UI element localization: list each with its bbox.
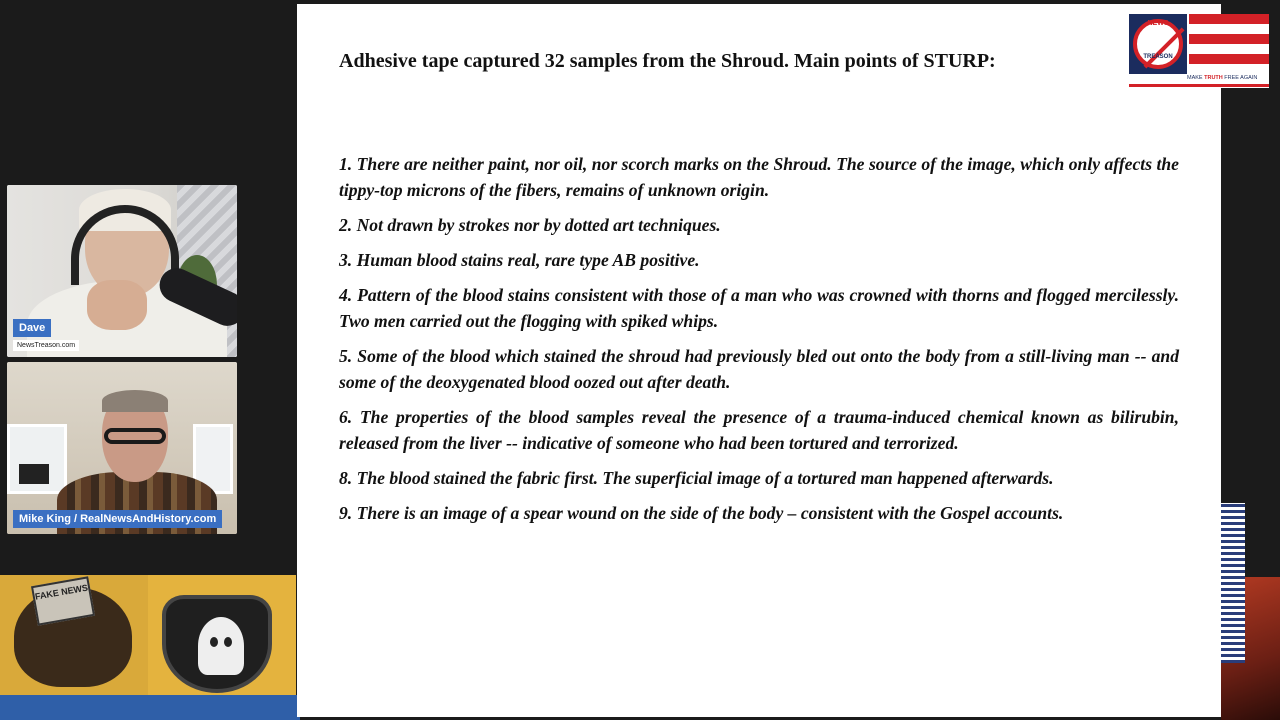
tagline-pre: MAKE: [1187, 75, 1205, 81]
tagline-highlight: TRUTH: [1204, 75, 1223, 81]
person-hair: [102, 390, 168, 412]
participant-site-tag: NewsTreason.com: [13, 340, 79, 351]
participant-name-tag: Dave: [13, 319, 51, 337]
ghost-eye: [224, 637, 232, 647]
logo-tagline: [1187, 75, 1269, 81]
eyeglasses: [104, 428, 166, 444]
ghost-icon: [198, 617, 244, 675]
person-hand: [87, 280, 147, 330]
slide-title: Adhesive tape captured 32 samples from the Shroud. Main points of STURP:: [339, 50, 996, 72]
camera-feed-dave: [7, 185, 237, 357]
participant-name-tag: Mike King / RealNewsAndHistory.com: [13, 510, 222, 528]
flag-stripe: [1189, 54, 1269, 64]
fake-news-box: FAKE NEWS: [31, 576, 95, 625]
shield-icon: [162, 595, 272, 693]
blue-banner: [0, 695, 300, 720]
slide-point: 5. Some of the blood which stained the shroud had previously bled out onto the body from a still-living man -- and some of the deoxygenated blood oozed out after death.: [339, 346, 1179, 392]
logo-news-text: NEWS: [1147, 20, 1169, 27]
flag-stripe: [1189, 34, 1269, 44]
slide-point: 6. The properties of the blood samples reveal the presence of a trauma-induced chemical known as bilirubin, released from the liver -- indicative of someone who had been tortured and terrorized.: [339, 407, 1179, 453]
slide-point: 9. There is an image of a spear wound on the side of the body – consistent with the Gospel accounts.: [339, 503, 1064, 523]
tagline-post: FREE AGAIN: [1222, 75, 1258, 81]
slide-point: 3. Human blood stains real, rare type AB positive.: [339, 250, 700, 270]
logo-underline: [1129, 84, 1269, 87]
ghost-shield-thumbnail: [148, 575, 296, 695]
qr-code-icon: [1220, 503, 1245, 663]
news-treason-logo: [1129, 14, 1269, 88]
slide-point: 8. The blood stained the fabric first. The superficial image of a tortured man happened afterwards.: [339, 468, 1054, 488]
slide-points-list: [339, 151, 1179, 535]
slide-point: 4. Pattern of the blood stains consistent with those of a man who was crowned with thorns and flogged mercilessly. Two men carried out the flogging with spiked whips.: [339, 285, 1179, 331]
camera-feed-mike: [7, 362, 237, 534]
flag-stripe: [1189, 14, 1269, 24]
logo-treason-text: TREASON: [1143, 54, 1173, 60]
logo-emblem: [1129, 14, 1187, 74]
slide-point: 1. There are neither paint, nor oil, nor scorch marks on the Shroud. The source of the image, which only affects the tippy-top microns of the fibers, remains of unknown origin.: [339, 154, 1179, 200]
presentation-slide: [297, 4, 1221, 717]
monitor: [19, 464, 49, 484]
fake-news-thumbnail: [0, 575, 148, 695]
slide-point: 2. Not drawn by strokes nor by dotted art techniques.: [339, 215, 721, 235]
no-symbol-slash: [1143, 27, 1184, 68]
ghost-eye: [210, 637, 218, 647]
